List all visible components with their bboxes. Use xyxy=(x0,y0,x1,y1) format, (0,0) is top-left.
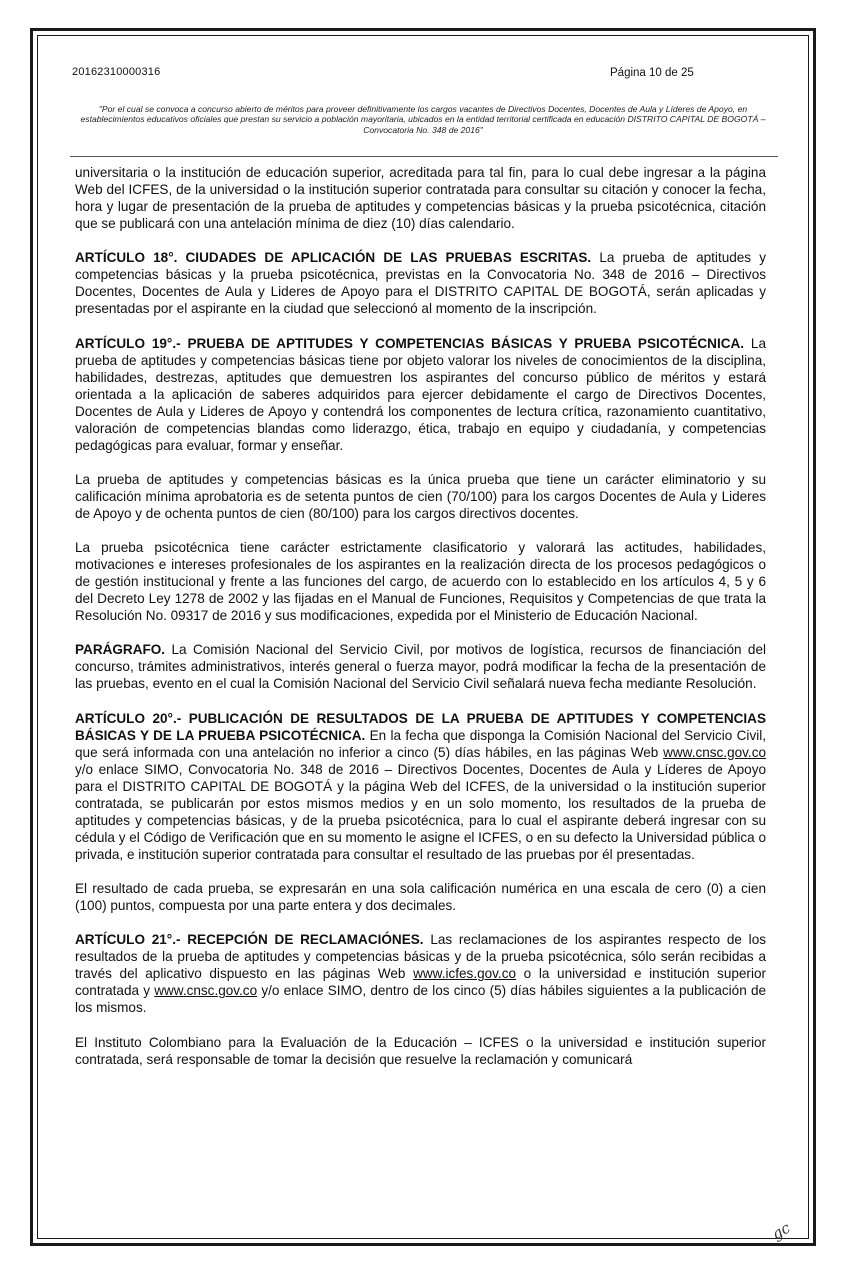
article-21: ARTÍCULO 21°.- RECEPCIÓN DE RECLAMACIÓNES. Las reclamaciones de los aspirantes respecto de los resultados de la prueba de aptitudes y competencias básicas y de la prueba psicotécnica, sólo serán recibidas a través del aplicativo dispuesto en las páginas Web www.icfes.gov.co o la universidad e institución superior contratada y www.cnsc.gov.co y/o enlace SIMO, dentro de los cinco (5) días hábiles siguientes a la publicación de los mismos. xyxy=(75,932,767,1016)
paragraph-continuation: universitaria o la institución de educación superior, acreditada para tal fin, para lo cual debe ingresar a la página Web del ICFES, de la universidad o la institución superior contratada para consultar su citación y conocer la fecha, hora y lugar de presentación de la prueba de aptitudes y competencias básicas y la prueba psicotécnica, citación que se publicará con una antelación mínima de diez (10) días calendario. xyxy=(75,165,766,231)
cnsc-link[interactable]: www.cnsc.gov.co xyxy=(663,744,767,760)
article-19: ARTÍCULO 19°.- PRUEBA DE APTITUDES Y COMPETENCIAS BÁSICAS Y PRUEBA PSICOTÉCNICA. La prueba de aptitudes y competencias básicas tiene por objeto valorar los niveles de conocimientos de la disciplina, habilidades, destrezas, aptitudes que demuestren los aspirantes del concurso público de méritos y estará orientada a la aplicación de saberes adquiridos para ejercer debidamente el cargo de Directivos Docentes, Docentes de Aula y Lideres de Apoyo y contendrá los componentes de lectura crítica, razonamiento cuantitativo, valoración de competencias blandas como liderazgo, ética, trabajo en equipo y ciudadanía, y competencias pedagógicas para evaluar, formar y enseñar. xyxy=(75,335,766,453)
document-body xyxy=(75,164,766,1085)
cnsc-link-2[interactable]: www.cnsc.gov.co xyxy=(154,983,258,999)
article-20-title: ARTÍCULO 20°.- PUBLICACIÓN DE RESULTADOS DE LA PRUEBA DE APTITUDES Y COMPETENCIAS BÁSICAS Y DE LA PRUEBA PSICOTÉCNICA. xyxy=(75,710,766,743)
paragrafo-title: PARÁGRAFO. xyxy=(75,642,166,658)
resolution-preamble: "Por el cual se convoca a concurso abierto de méritos para proveer definitivamente los cargos vacantes de Directivos Docentes, Docentes de Aula y Líderes de Apoyo, en establecimientos educativos oficiales que prestan su servicio a población mayoritaria, ubicados en la entidad territorial certificada en educación DISTRITO CAPITAL DE BOGOTÁ – Convocatoria No. 348 de 2016" xyxy=(80,104,766,135)
article-19-paragraph-2: La prueba de aptitudes y competencias básicas es la única prueba que tiene un carácter eliminatorio y su calificación mínima aprobatoria es de setenta puntos de cien (70/100) para los cargos Docentes de Aula y Lideres de Apoyo y de ochenta puntos de cien (80/100) para los cargos directivos docentes. xyxy=(75,471,766,521)
document-number: 20162310000316 xyxy=(72,66,161,78)
article-20-paragraph-2: El resultado de cada prueba, se expresarán en una sola calificación numérica en una escala de cero (0) a cien (100) puntos, compuesta por una parte entera y dos decimales. xyxy=(75,881,766,914)
page-number: Página 10 de 25 xyxy=(610,67,694,79)
icfes-link[interactable]: www.icfes.gov.co xyxy=(413,966,517,982)
article-18: ARTÍCULO 18°. CIUDADES DE APLICACIÓN DE LAS PRUEBAS ESCRITAS. La prueba de aptitudes y competencias básicas y la prueba psicotécnica, previstas en la Convocatoria No. 348 de 2016 – Directivos Docentes, Docentes de Aula y Lideres de Apoyo para el DISTRITO CAPITAL DE BOGOTÁ, serán aplicadas y presentadas por el aspirante en la ciudad que seleccionó al momento de la inscripción. xyxy=(75,250,767,317)
header-divider xyxy=(70,156,778,157)
article-19-paragraph-3: La prueba psicotécnica tiene carácter estrictamente clasificatorio y valorará las actitudes, habilidades, motivaciones e intereses profesionales de los aspirantes en la realización directa de los procesos pedagógicos o de gestión institucional y frente a las funciones del cargo, de acuerdo con lo establecido en los artículos 4, 5 y 6 del Decreto Ley 1278 de 2002 y las fijadas en el Manual de Funciones, Requisitos y Competencias de que trata la Resolución No. 09317 de 2016 y sus modificaciones, expedida por el Ministerio de Educación Nacional. xyxy=(75,540,766,624)
article-19-title: ARTÍCULO 19°.- PRUEBA DE APTITUDES Y COMPETENCIAS BÁSICAS Y PRUEBA PSICOTÉCNICA. xyxy=(75,335,745,351)
article-21-title: ARTÍCULO 21°.- RECEPCIÓN DE RECLAMACIÓNES. xyxy=(75,932,424,948)
article-21-paragraph-2: El Instituto Colombiano para la Evaluación de la Educación – ICFES o la universidad e institución superior contratada, será responsable de tomar la decisión que resuelve la reclamación y comunicará xyxy=(75,1034,766,1067)
paragrafo: PARÁGRAFO. La Comisión Nacional del Servicio Civil, por motivos de logística, recursos de financiación del concurso, trámites administrativos, interés general o fuerza mayor, podrá modificar la fecha de la presentación de las pruebas, evento en el cual la Comisión Nacional del Servicio Civil señalará nueva fecha mediante Resolución. xyxy=(75,642,766,692)
handwritten-initials: gc xyxy=(768,1218,794,1244)
article-18-title: ARTÍCULO 18°. CIUDADES DE APLICACIÓN DE LAS PRUEBAS ESCRITAS. xyxy=(75,250,592,266)
article-20: ARTÍCULO 20°.- PUBLICACIÓN DE RESULTADOS DE LA PRUEBA DE APTITUDES Y COMPETENCIAS BÁSICAS Y DE LA PRUEBA PSICOTÉCNICA. En la fecha que disponga la Comisión Nacional del Servicio Civil, que será informada con una antelación no inferior a cinco (5) días hábiles, en las páginas Web www.cnsc.gov.co y/o enlace SIMO, Convocatoria No. 348 de 2016 – Directivos Docentes, Docentes de Aula y Líderes de Apoyo para el DISTRITO CAPITAL DE BOGOTÁ y la página Web del ICFES, de la universidad o la institución superior contratada, se publicarán por estos mismos medios y en un solo momento, los resultados de la prueba de aptitudes y competencias básicas, y de la prueba psicotécnica, para lo cual el aspirante deberá ingresar con su cédula y el Código de Verificación que en su momento le asigne el ICFES, o en su defecto la Universidad pública o privada, e institución superior contratada para consultar el resultado de las pruebas por él presentadas. xyxy=(75,710,767,862)
